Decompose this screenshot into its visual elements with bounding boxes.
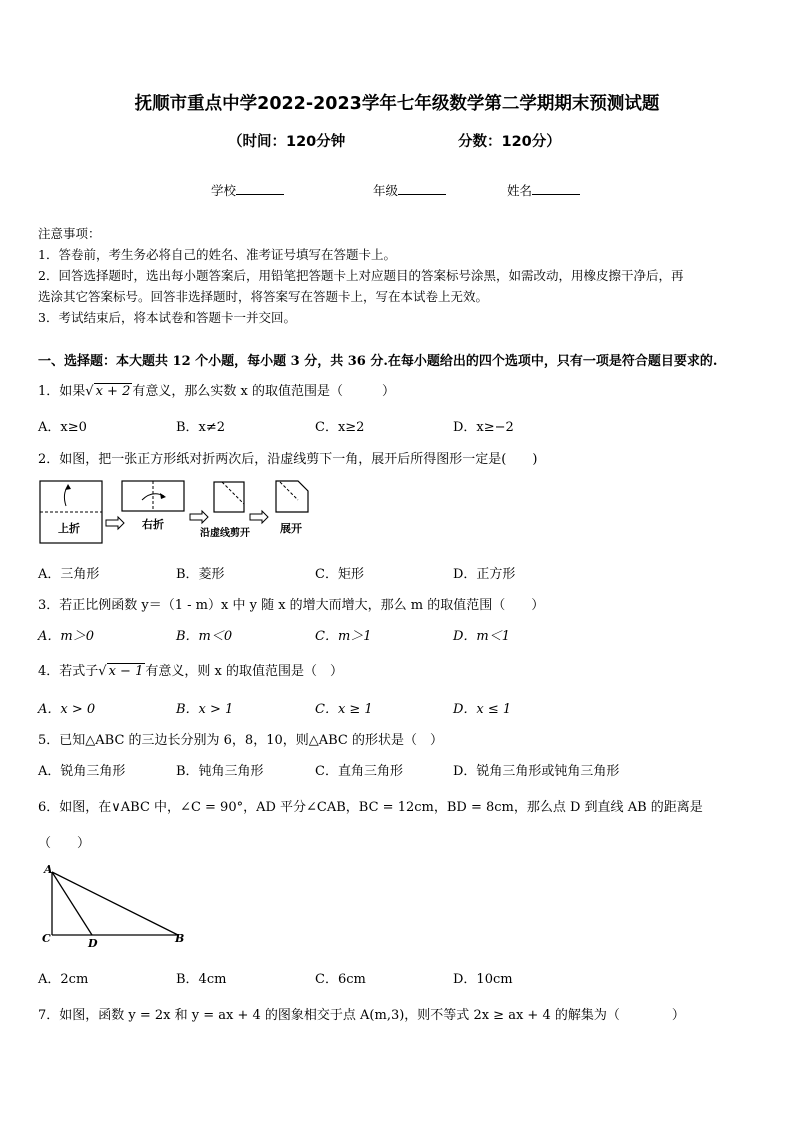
section-heading: 一、选择题：本大题共 12 个小题，每小题 3 分，共 36 分.在每小题给出的四个选项中，只有一项是符合题目要求的. (38, 354, 718, 369)
fig-label-1: 上折 (58, 522, 80, 535)
q3-option-c[interactable]: C．m＞1 (315, 629, 372, 644)
q5-option-b[interactable]: B．钝角三角形 (176, 764, 264, 779)
step-arrow-icon (106, 517, 124, 529)
grade-blank[interactable] (398, 182, 446, 195)
exam-time: （时间：120分钟 (228, 134, 346, 150)
triangle-figure (38, 860, 193, 950)
vertex-c-label: C (42, 932, 51, 945)
q1-option-c[interactable]: C．x≥2 (315, 420, 365, 435)
q3-option-d[interactable]: D．m＜1 (453, 629, 511, 644)
q4-option-b[interactable]: B．x > 1 (176, 702, 234, 717)
question-6-paren: （ ） (38, 836, 91, 851)
sqrt-expression: √ x − 1 (98, 664, 144, 679)
arrow-head-icon (65, 484, 71, 490)
q5-option-c[interactable]: C．直角三角形 (315, 764, 403, 779)
arrow-head-icon (160, 493, 166, 499)
q6-option-c[interactable]: C．6cm (315, 972, 366, 987)
q3-option-b[interactable]: B．m＜0 (176, 629, 233, 644)
exam-title: 抚顺市重点中学2022-2023学年七年级数学第二学期期末预测试题 (134, 94, 660, 114)
question-3: 3．若正比例函数 y＝（1 - m）x 中 y 随 x 的增大而增大，那么 m 的取值范围（ ） (38, 598, 545, 613)
folding-figure (36, 476, 326, 546)
q1-option-a[interactable]: A．x≥0 (38, 420, 87, 435)
grade-field (373, 181, 446, 199)
question-4 (38, 660, 343, 679)
school-blank[interactable] (236, 182, 284, 195)
q4-post: 有意义，则 x 的取值范围是（ ） (145, 664, 343, 679)
vertex-b-label: B (175, 932, 185, 945)
question-1 (38, 380, 395, 399)
question-6: 6．如图，在∨ABC 中，∠C = 90°，AD 平分∠CAB，BC = 12cm，BD = 8cm，那么点 D 到直线 AB 的距离是 (38, 800, 703, 815)
q5-option-d[interactable]: D．锐角三角形或钝角三角形 (453, 764, 620, 779)
q4-option-a[interactable]: A．x > 0 (38, 702, 96, 717)
notice-item: 1．答卷前，考生务必将自己的姓名、准考证号填写在答题卡上。 (38, 247, 396, 262)
q1-post: 有意义，那么实数 x 的取值范围是（ ） (132, 384, 395, 399)
sqrt-expression: √ x + 2 (85, 384, 131, 399)
q5-option-a[interactable]: A．锐角三角形 (38, 764, 126, 779)
question-2: 2．如图，把一张正方形纸对折两次后，沿虚线剪下一角，展开后所得图形一定是( ) (38, 452, 538, 467)
q6-option-a[interactable]: A．2cm (38, 972, 89, 987)
q1-radicand: x + 2 (95, 384, 131, 399)
fig-label-4: 展开 (280, 522, 302, 535)
step-arrow-icon (190, 511, 208, 523)
vertex-a-label: A (44, 863, 53, 876)
q4-option-d[interactable]: D．x ≤ 1 (453, 702, 512, 717)
fig-label-3: 沿虚线剪开 (200, 528, 250, 539)
school-field (211, 181, 284, 199)
cut-line (222, 482, 244, 504)
q6-option-d[interactable]: D．10cm (453, 972, 513, 987)
q2-option-b[interactable]: B．菱形 (176, 567, 225, 582)
question-7: 7．如图，函数 y = 2x 和 y = ax + 4 的图象相交于点 A(m,3)，则不等式 2x ≥ ax + 4 的解集为（ ） (38, 1008, 685, 1023)
q1-pre: 1．如果 (38, 384, 86, 399)
q3-option-a[interactable]: A．m＞0 (38, 629, 94, 644)
notice-item: 2．回答选择题时，选出每小题答案后，用铅笔把答题卡上对应题目的答案标号涂黑，如需改动，用橡皮擦干净后，再 (38, 268, 684, 283)
q1-option-b[interactable]: B．x≠2 (176, 420, 226, 435)
name-blank[interactable] (532, 182, 580, 195)
q4-pre: 4．若式子 (38, 664, 99, 679)
school-label: 学校 (211, 183, 237, 198)
notice-item: 3．考试结束后，将本试卷和答题卡一并交回。 (38, 310, 296, 325)
notice-heading: 注意事项： (38, 226, 101, 241)
q4-option-c[interactable]: C．x ≥ 1 (315, 702, 373, 717)
q2-option-c[interactable]: C．矩形 (315, 567, 364, 582)
exam-score: 分数：120分） (458, 134, 561, 150)
notice-item: 选涂其它答案标号。回答非选择题时，将答案写在答题卡上，写在本试卷上无效。 (38, 289, 489, 304)
unfolded-shape (276, 481, 308, 512)
q4-radicand: x − 1 (108, 664, 144, 679)
q1-option-d[interactable]: D．x≥−2 (453, 420, 514, 435)
vertex-d-label: D (88, 937, 98, 950)
name-label: 姓名 (507, 183, 533, 198)
name-field (507, 181, 580, 199)
grade-label: 年级 (373, 183, 399, 198)
fig-label-2: 右折 (142, 518, 164, 531)
paper-quarter (214, 482, 244, 512)
question-5: 5．已知△ABC 的三边长分别为 6，8，10，则△ABC 的形状是（ ） (38, 733, 444, 748)
side-ab (52, 872, 178, 935)
step-arrow-icon (250, 511, 268, 523)
q6-option-b[interactable]: B．4cm (176, 972, 227, 987)
q2-option-a[interactable]: A．三角形 (38, 567, 100, 582)
cut-line (280, 482, 298, 500)
q2-option-d[interactable]: D．正方形 (453, 567, 516, 582)
